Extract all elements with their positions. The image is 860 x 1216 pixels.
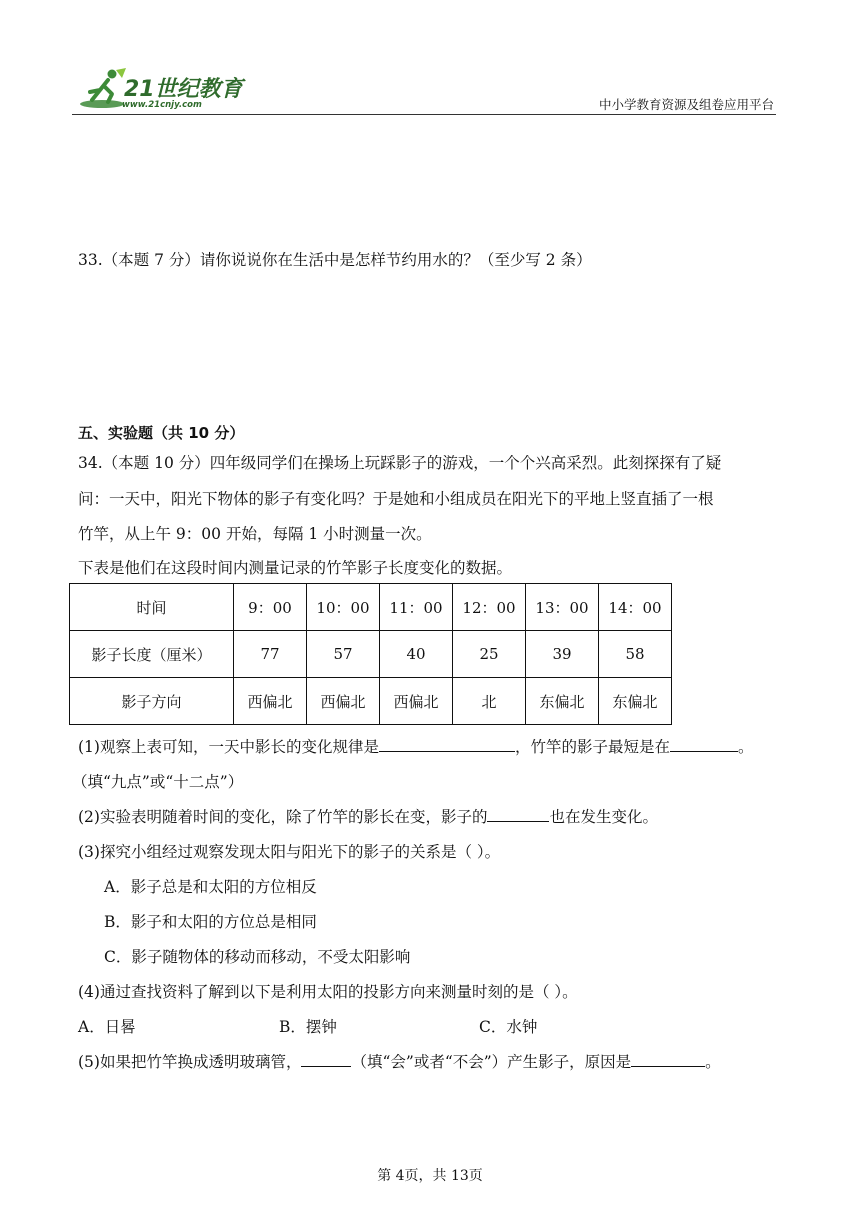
sub-question-2 xyxy=(78,805,658,827)
logo-url: www.21cnjy.com xyxy=(122,100,202,110)
question-33: 33.（本题 7 分）请你说说你在生活中是怎样节约用水的？（至少写 2 条） xyxy=(78,251,592,269)
sub-question-2-text-a: (2)实验表明随着时间的变化，除了竹竿的影长在变，影子的 xyxy=(78,808,488,826)
sub-question-1 xyxy=(78,735,754,757)
answer-blank-2[interactable] xyxy=(670,737,738,752)
table-cell: 西偏北 xyxy=(307,678,380,725)
q34-intro-line-2: 问：一天中，阳光下物体的影子有变化吗？于是她和小组成员在阳光下的平地上竖直插了一根 xyxy=(78,490,714,508)
table-header-cell: 13：00 xyxy=(526,584,599,631)
table-header-cell: 时间 xyxy=(70,584,234,631)
sub-question-2-text-b: 也在发生变化。 xyxy=(549,808,658,826)
table-cell: 东偏北 xyxy=(526,678,599,725)
sub-question-5 xyxy=(78,1050,721,1072)
sub-question-3: (3)探究小组经过观察发现太阳与阳光下的影子的关系是（ ）。 xyxy=(78,843,501,861)
table-cell: 77 xyxy=(234,631,307,678)
shadow-data-table xyxy=(69,583,672,725)
page-number: 第 4页，共 13页 xyxy=(377,1168,483,1184)
option-a[interactable]: A．影子总是和太阳的方位相反 xyxy=(104,878,317,896)
table-cell: 西偏北 xyxy=(234,678,307,725)
table-cell: 58 xyxy=(599,631,672,678)
table-cell: 影子方向 xyxy=(70,678,234,725)
sub-question-5-text-c: 。 xyxy=(705,1053,721,1071)
option-b[interactable]: B．摆钟 xyxy=(279,1018,337,1036)
sub-question-5-text-b: （填“会”或者“不会”）产生影子，原因是 xyxy=(351,1053,632,1071)
sub-question-1-note: （填“九点”或“十二点”） xyxy=(72,773,244,791)
sub-question-1-text-b: ，竹竿的影子最短是在 xyxy=(514,738,670,756)
table-header-cell: 11：00 xyxy=(380,584,453,631)
table-header-cell: 10：00 xyxy=(307,584,380,631)
table-header-cell: 9：00 xyxy=(234,584,307,631)
table-header-cell: 12：00 xyxy=(453,584,526,631)
table-cell: 东偏北 xyxy=(599,678,672,725)
option-c[interactable]: C．水钟 xyxy=(479,1018,538,1036)
sub-question-1-text-c: 。 xyxy=(737,738,754,756)
option-c[interactable]: C．影子随物体的移动而移动，不受太阳影响 xyxy=(104,948,411,966)
table-row xyxy=(70,678,672,725)
answer-blank-3[interactable] xyxy=(487,807,549,822)
table-header-cell: 14：00 xyxy=(599,584,672,631)
table-cell: 影子长度（厘米） xyxy=(70,631,234,678)
table-cell: 北 xyxy=(453,678,526,725)
option-a[interactable]: A．日晷 xyxy=(78,1018,136,1036)
header-divider xyxy=(72,114,776,115)
table-cell: 西偏北 xyxy=(380,678,453,725)
answer-blank-5[interactable] xyxy=(631,1052,705,1067)
q34-intro-line-1: 34.（本题 10 分）四年级同学们在操场上玩踩影子的游戏，一个个兴高采烈。此刻探探有了疑 xyxy=(78,454,722,472)
option-b[interactable]: B．影子和太阳的方位总是相同 xyxy=(104,913,317,931)
table-row xyxy=(70,584,672,631)
table-cell: 40 xyxy=(380,631,453,678)
answer-blank-4[interactable] xyxy=(301,1052,351,1067)
sub-question-4: (4)通过查找资料了解到以下是利用太阳的投影方向来测量时刻的是（ ）。 xyxy=(78,983,578,1001)
sub-question-5-text-a: (5)如果把竹竿换成透明玻璃管， xyxy=(78,1053,302,1071)
q34-intro-line-3: 竹竿，从上午 9：00 开始，每隔 1 小时测量一次。 xyxy=(78,525,432,543)
table-intro: 下表是他们在这段时间内测量记录的竹竿影子长度变化的数据。 xyxy=(78,559,513,577)
logo-text: 21世纪教育 xyxy=(124,77,243,102)
table-cell: 39 xyxy=(526,631,599,678)
table-row xyxy=(70,631,672,678)
sub-question-1-text-a: (1)观察上表可知，一天中影长的变化规律是 xyxy=(78,738,379,756)
table-cell: 25 xyxy=(453,631,526,678)
answer-blank-1[interactable] xyxy=(379,737,515,752)
platform-name: 中小学教育资源及组卷应用平台 xyxy=(598,97,774,112)
table-cell: 57 xyxy=(307,631,380,678)
section-title: 五、实验题（共 10 分） xyxy=(78,424,245,442)
